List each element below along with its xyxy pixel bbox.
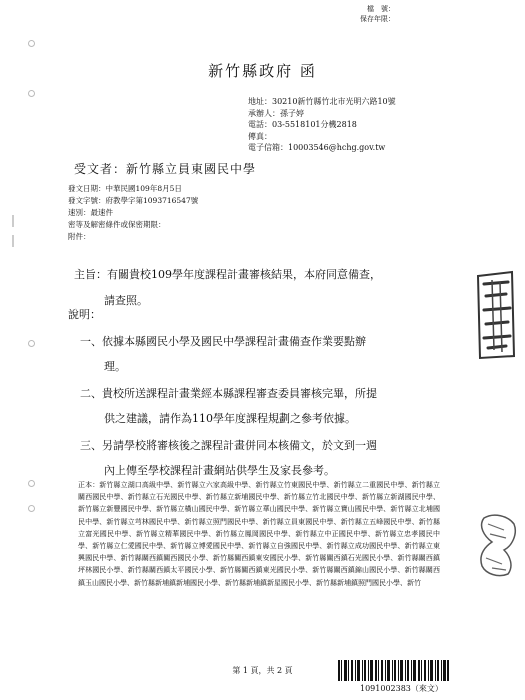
official-stamp-image xyxy=(472,270,516,360)
fold-mark xyxy=(12,235,14,247)
item-line: 二、貴校所送課程計畫業經本縣課程審查委員審核完畢，所提 xyxy=(80,387,377,400)
description-item xyxy=(80,382,450,431)
punch-hole xyxy=(28,340,35,347)
description-item xyxy=(80,434,450,483)
file-info xyxy=(360,4,395,24)
description-items xyxy=(80,330,450,486)
sender-address: 地址：30210新竹縣竹北市光明六路10號 xyxy=(248,97,396,106)
document-title: 新竹縣政府 函 xyxy=(208,62,317,80)
sender-fax: 傳真： xyxy=(248,131,272,141)
item-line: 理。 xyxy=(104,359,126,373)
item-line: 內上傳至學校課程計畫網站供學生及家長參考。 xyxy=(104,463,335,477)
page-number: 第 1 頁，共 2 頁 xyxy=(232,666,293,675)
barcode-image xyxy=(338,660,450,681)
delivery-speed: 速別：最速件 xyxy=(68,208,113,217)
document-meta xyxy=(68,183,198,243)
barcode-number: 1091002383（來文） xyxy=(360,684,443,693)
description-item xyxy=(80,330,450,379)
retention-label: 保存年限： xyxy=(360,15,395,23)
punch-hole xyxy=(28,505,35,512)
document-number: 發文字號：府教學字第1093716547號 xyxy=(68,196,199,205)
punch-hole xyxy=(28,90,35,97)
attachment: 附件： xyxy=(68,232,91,241)
security-level: 密等及解密條件或保密期限： xyxy=(68,220,166,229)
punch-hole xyxy=(28,40,35,47)
description-label: 說明： xyxy=(68,308,101,321)
item-line: 一、依據本縣國民小學及國民中學課程計畫備查作業要點辦 xyxy=(80,335,366,348)
fold-mark xyxy=(12,215,14,227)
copies-recipients: 正本：新竹縣立湖口高級中學、新竹縣立六家高級中學、新竹縣立竹東國民中學、新竹縣立二重國民中學、新竹縣立關西國民中學、新竹縣立石光國民中學、新竹縣立新埔國民中學、新竹縣立竹北國民中學、新竹縣立新湖國民中學、新竹縣立新豐國民中學、新竹縣立橫山國民中學、新竹縣立華山國民中學、新竹縣立寶山國民中學、新竹縣立北埔國民中學、新竹縣立芎林國民中學、新竹縣立照門國民中學、新竹縣立員東國民中學、新竹縣立五峰國民中學、新竹縣立富光國民中學、新竹縣立精華國民中學、新竹縣立鳳岡國民中學、新竹縣立中正國民中學、新竹縣立忠孝國民中學、新竹縣立仁愛國民中學、新竹縣立博愛國民中學、新竹縣立自強國民中學、新竹縣立成功國民中學、新竹縣立東興國民中學、新竹縣關西鎮關西國民小學、新竹縣關西鎮東安國民小學、新竹縣關西鎮石光國民小學、新竹縣關西鎮坪林國民小學、新竹縣關西鎮太平國民小學、新竹縣關西鎮東光國民小學、新竹縣關西鎮錦山國民小學、新竹縣關西鎮玉山國民小學、新竹縣新埔鎮新埔國民小學、新竹縣新埔鎮新星國民小學、新竹縣新埔鎮照門國民小學、新竹 xyxy=(78,481,440,587)
punch-hole xyxy=(28,480,35,487)
item-line: 三、另請學校將審核後之課程計畫併同本核備文，於文到一週 xyxy=(80,439,377,452)
issue-date: 發文日期：中華民國109年8月5日 xyxy=(68,184,182,193)
subject-line: 請查照。 xyxy=(104,294,148,307)
recipient: 受文者：新竹縣立員東國民中學 xyxy=(74,162,257,176)
sender-info xyxy=(248,96,396,154)
file-number-label: 檔 號： xyxy=(367,5,395,13)
sender-phone: 電話：03-5518101分機2818 xyxy=(248,120,357,129)
seal-fragment-image xyxy=(474,510,520,580)
sender-email: 電子信箱：10003546@hchg.gov.tw xyxy=(248,143,386,152)
subject-line: 主旨：有關貴校109學年度課程計畫審核結果，本府同意備查， xyxy=(74,268,381,281)
subject xyxy=(74,262,464,314)
item-line: 供之建議，請作為110學年度課程規劃之參考依據。 xyxy=(104,411,356,425)
sender-contact: 承辦人：孫子婷 xyxy=(248,108,304,118)
